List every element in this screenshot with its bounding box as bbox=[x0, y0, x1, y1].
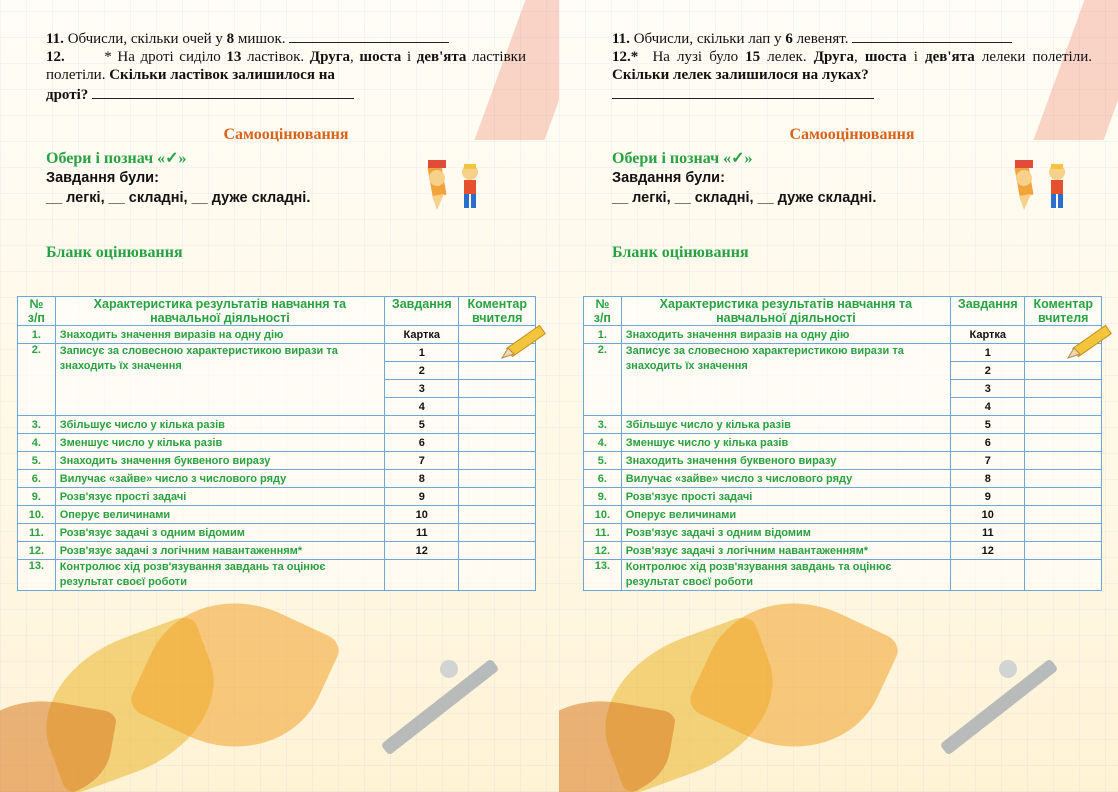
assessment-table bbox=[583, 296, 1102, 591]
comment-cell[interactable] bbox=[1025, 380, 1102, 398]
answer-line[interactable] bbox=[92, 84, 354, 99]
table-row: 4. Зменшує число у кілька разів 6 bbox=[584, 434, 1102, 452]
table-row: 5. Знаходить значення буквеного виразу 7 bbox=[584, 452, 1102, 470]
table-row: 4 bbox=[18, 398, 536, 416]
compass-hinge-decoration bbox=[440, 660, 458, 678]
answer-line[interactable] bbox=[289, 28, 449, 43]
task-11: 11. Обчисли, скільки очей у 8 мишок. bbox=[46, 28, 526, 48]
assessment-form-title: Бланк оцінювання bbox=[46, 244, 183, 261]
choose-mark-text: Обери і познач «✓» bbox=[46, 150, 187, 167]
comment-cell[interactable] bbox=[459, 506, 536, 524]
table-row: 4 bbox=[584, 398, 1102, 416]
self-assessment-title: Самооцінювання bbox=[223, 126, 349, 143]
comment-cell[interactable] bbox=[459, 434, 536, 452]
kids-illustration bbox=[420, 158, 490, 218]
table-row: 5. Знаходить значення буквеного виразу 7 bbox=[18, 452, 536, 470]
table-row: 1. Знаходить значення виразів на одну дію Картка bbox=[18, 326, 536, 344]
comment-cell[interactable] bbox=[1025, 524, 1102, 542]
table-row: 3. Збільшує число у кілька разів 5 bbox=[18, 416, 536, 434]
comment-cell[interactable] bbox=[459, 452, 536, 470]
table-row: 11. Розв'язує задачі з одним відомим 11 bbox=[584, 524, 1102, 542]
assessment-table bbox=[17, 296, 536, 591]
comment-cell[interactable] bbox=[1025, 506, 1102, 524]
comment-cell[interactable] bbox=[1025, 416, 1102, 434]
table-row: 12. Розв'язує задачі з логічним навантаженням* 12 bbox=[18, 542, 536, 560]
right-page bbox=[559, 0, 1118, 792]
table-row: 3 bbox=[584, 380, 1102, 398]
pencil-icon bbox=[1062, 322, 1116, 362]
table-row: 10. Оперує величинами 10 bbox=[18, 506, 536, 524]
task-11: 11. Обчисли, скільки лап у 6 левенят. bbox=[612, 28, 1092, 48]
table-row: 12. Розв'язує задачі з логічним навантаженням* 12 bbox=[584, 542, 1102, 560]
comment-cell[interactable] bbox=[459, 488, 536, 506]
comment-cell[interactable] bbox=[459, 362, 536, 380]
difficulty-options[interactable]: __ легкі, __ складні, __ дуже складні. bbox=[46, 190, 311, 206]
right-content bbox=[612, 28, 1092, 262]
table-header: № з/п Характеристика результатів навчання та навчальної діяльності Завдання Коментар вчителя bbox=[584, 297, 1102, 326]
comment-cell[interactable] bbox=[1025, 362, 1102, 380]
table-row: 3 bbox=[18, 380, 536, 398]
comment-cell[interactable] bbox=[459, 524, 536, 542]
table-row: 4. Зменшує число у кілька разів 6 bbox=[18, 434, 536, 452]
table-row: 13. Контролює хід розв'язування завдань та оцінює результат своєї роботи bbox=[584, 560, 1102, 591]
comment-cell[interactable] bbox=[1025, 434, 1102, 452]
table-row: 6. Вилучає «зайве» число з числового ряду 8 bbox=[584, 470, 1102, 488]
comment-cell[interactable] bbox=[459, 416, 536, 434]
comment-cell[interactable] bbox=[1025, 488, 1102, 506]
assessment-form-title: Бланк оцінювання bbox=[612, 244, 749, 261]
comment-cell[interactable] bbox=[459, 542, 536, 560]
comment-cell[interactable] bbox=[1025, 398, 1102, 416]
self-assessment-title: Самооцінювання bbox=[789, 126, 915, 143]
task-12: 12. * На дроті сиділо 13 ластівок. Друга, шоста і дев'ята ластівки полетіли. Скільки ластівок залишилося на bbox=[46, 49, 526, 83]
comment-cell[interactable] bbox=[1025, 470, 1102, 488]
table-row: 2. Записує за словесною характеристикою вирази та знаходить їх значення 1 bbox=[18, 344, 536, 362]
pencil-icon bbox=[496, 322, 550, 362]
task-12-end bbox=[612, 84, 1092, 104]
comment-cell[interactable] bbox=[459, 380, 536, 398]
comment-cell[interactable] bbox=[1025, 560, 1102, 591]
task-12-end: дроті? bbox=[46, 84, 526, 104]
table-row: 3. Збільшує число у кілька разів 5 bbox=[584, 416, 1102, 434]
comment-cell[interactable] bbox=[1025, 542, 1102, 560]
table-row: 1. Знаходить значення виразів на одну дію Картка bbox=[584, 326, 1102, 344]
table-row: 9. Розв'язує прості задачі 9 bbox=[584, 488, 1102, 506]
table-row: 6. Вилучає «зайве» число з числового ряду 8 bbox=[18, 470, 536, 488]
answer-line[interactable] bbox=[612, 84, 874, 99]
comment-cell[interactable] bbox=[1025, 452, 1102, 470]
difficulty-options[interactable]: __ легкі, __ складні, __ дуже складні. bbox=[612, 190, 877, 206]
table-row: 2. Записує за словесною характеристикою вирази та знаходить їх значення 1 bbox=[584, 344, 1102, 362]
answer-line[interactable] bbox=[852, 28, 1012, 43]
table-row: 13. Контролює хід розв'язування завдань та оцінює результат своєї роботи bbox=[18, 560, 536, 591]
comment-cell[interactable] bbox=[459, 560, 536, 591]
tasks-were-label: Завдання були: bbox=[46, 170, 159, 186]
table-row: 11. Розв'язує задачі з одним відомим 11 bbox=[18, 524, 536, 542]
tasks-were-label: Завдання були: bbox=[612, 170, 725, 186]
table-header: № з/п Характеристика результатів навчання та навчальної діяльності Завдання Коментар вчителя bbox=[18, 297, 536, 326]
table-row: 10. Оперує величинами 10 bbox=[584, 506, 1102, 524]
left-content bbox=[46, 28, 526, 262]
task-12: 12.* На лузі було 15 лелек. Друга, шоста і дев'ята лелеки полетіли. Скільки лелек залишилося на луках? bbox=[612, 49, 1092, 83]
table-row: 9. Розв'язує прості задачі 9 bbox=[18, 488, 536, 506]
compass-hinge-decoration bbox=[999, 660, 1017, 678]
table-row: 2 bbox=[584, 362, 1102, 380]
kids-illustration bbox=[1007, 158, 1077, 218]
choose-mark-text: Обери і познач «✓» bbox=[612, 150, 753, 167]
comment-cell[interactable] bbox=[459, 470, 536, 488]
comment-cell[interactable] bbox=[459, 398, 536, 416]
table-row: 2 bbox=[18, 362, 536, 380]
